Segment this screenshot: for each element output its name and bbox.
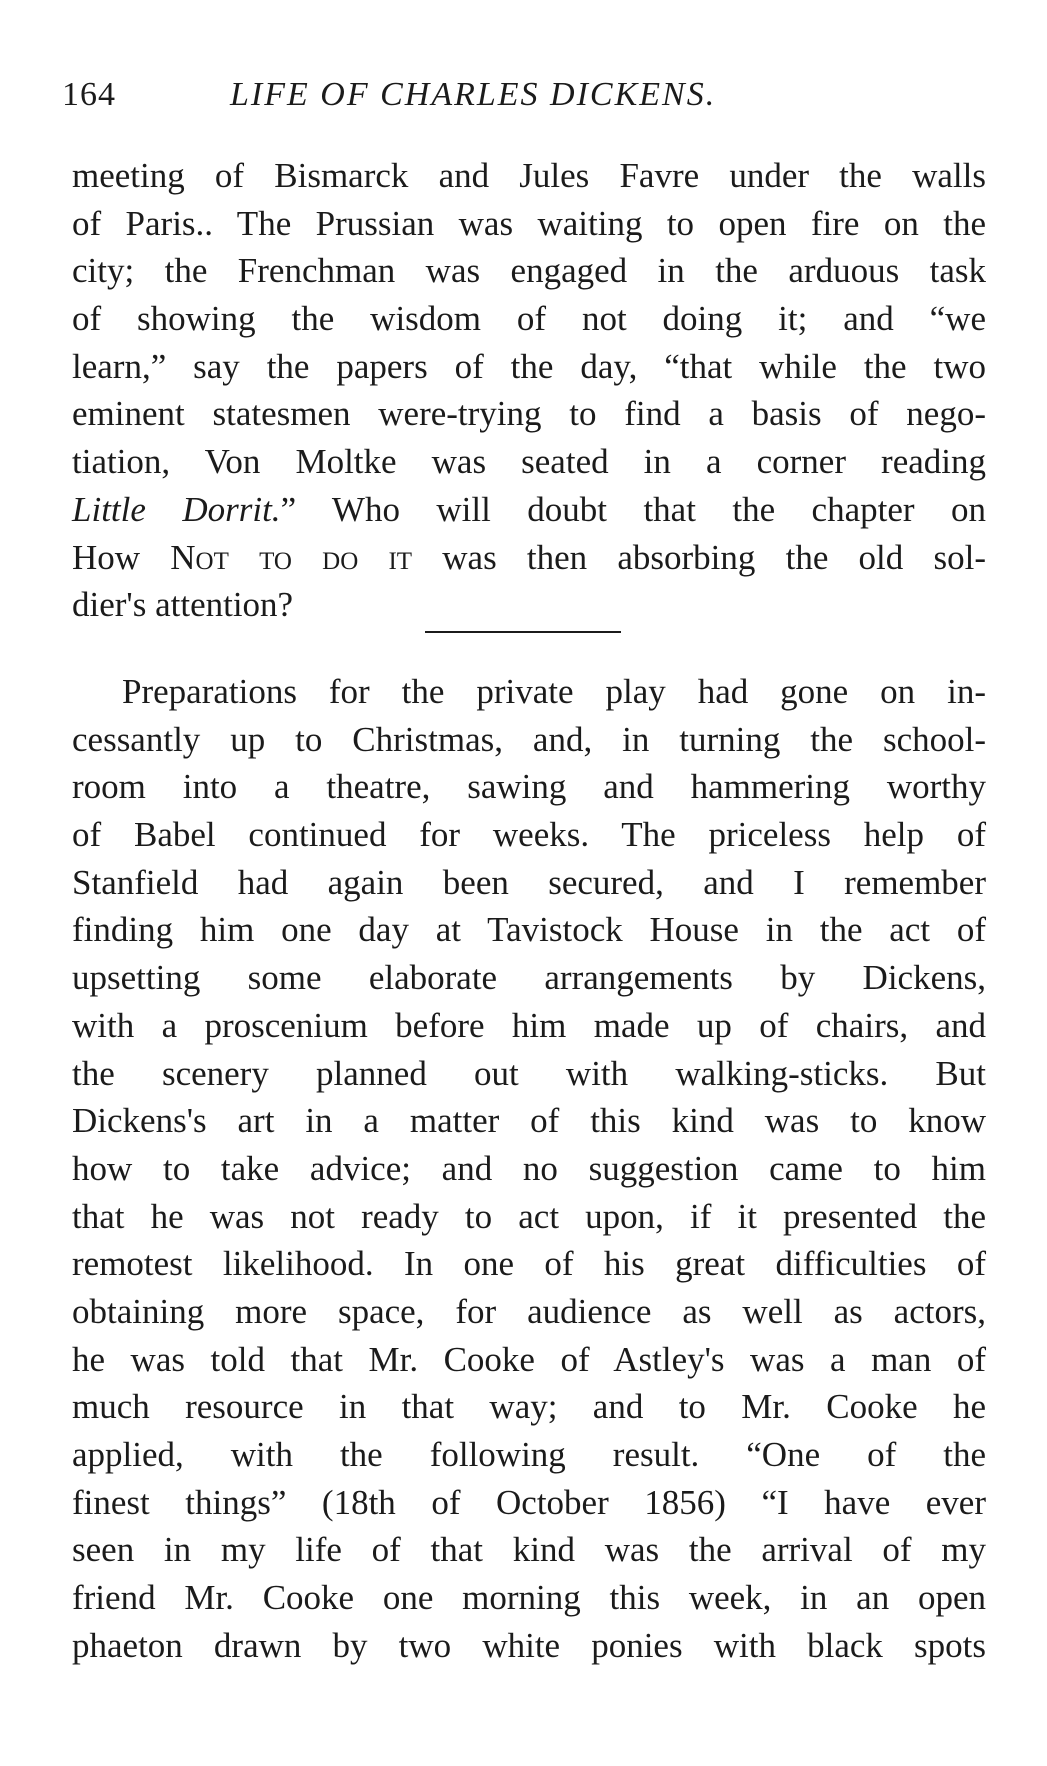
text-line: room into a theatre, sawing and hammering worthy: [72, 767, 986, 807]
text-line: he was told that Mr. Cooke of Astley's was a man of: [72, 1339, 986, 1379]
text-line: of showing the wisdom of not doing it; and “we: [72, 299, 986, 339]
text-line: learn,” say the papers of the day, “that while the two: [72, 346, 986, 386]
text-line: Preparations for the private play had gone on in-: [122, 672, 986, 711]
text-line: meeting of Bismarck and Jules Favre under the walls: [72, 156, 986, 195]
text-line-start: How: [72, 537, 171, 577]
paragraph-1: [72, 152, 986, 629]
text-line: Dickens's art in a matter of this kind was to know: [72, 1101, 986, 1141]
text-line: of Paris.. The Prussian was waiting to open fire on the: [72, 203, 986, 243]
text-line: tiation, Von Moltke was seated in a corner reading: [72, 442, 986, 482]
text-line: Stanfield had again been secured, and I remember: [72, 862, 986, 902]
text-line: much resource in that way; and to Mr. Cooke he: [72, 1387, 986, 1427]
text-line-remainder: was then absorbing the old sol-: [412, 537, 986, 577]
text-line: remotest likelihood. In one of his great difficulties of: [72, 1244, 986, 1284]
text-line: friend Mr. Cooke one morning this week, in an open: [72, 1578, 986, 1618]
paragraph-2: [72, 668, 986, 1669]
text-line: finding him one day at Tavistock House in the act of: [72, 910, 986, 950]
text-line: how to take advice; and no suggestion came to him: [72, 1148, 986, 1188]
text-line: phaeton drawn by two white ponies with black spots: [72, 1625, 986, 1665]
page-number: 164: [62, 76, 116, 113]
text-line: obtaining more space, for audience as well as actors,: [72, 1291, 986, 1331]
text-line: upsetting some elaborate arrangements by Dickens,: [72, 958, 986, 998]
text-line: cessantly up to Christmas, and, in turning the school-: [72, 719, 986, 759]
text-line: seen in my life of that kind was the arrival of my: [72, 1530, 986, 1570]
text-line: eminent statesmen were-trying to find a basis of nego-: [72, 394, 986, 434]
text-line-with-small-caps: [72, 534, 986, 582]
running-head: LIFE OF CHARLES DICKENS.: [230, 76, 717, 113]
page-header: [62, 76, 822, 120]
book-title-italic: Little Dorrit.: [72, 489, 281, 529]
text-line: of Babel continued for weeks. The priceless help of: [72, 815, 986, 855]
text-line: that he was not ready to act upon, if it presented the: [72, 1196, 986, 1236]
section-divider: [425, 631, 621, 633]
text-line: dier's attention?: [72, 585, 294, 625]
text-line: with a proscenium before him made up of chairs, and: [72, 1005, 986, 1045]
text-line: the scenery planned out with walking-sticks. But: [72, 1053, 986, 1093]
text-line-with-italic-title: [72, 486, 986, 534]
text-line: finest things” (18th of October 1856) “I have ever: [72, 1482, 986, 1522]
text-line-remainder: ” Who will doubt that the chapter on: [280, 489, 986, 529]
text-line: applied, with the following result. “One of the: [72, 1435, 986, 1474]
chapter-title-small-caps: Not to do it: [170, 537, 413, 577]
text-line: city; the Frenchman was engaged in the arduous task: [72, 251, 986, 291]
